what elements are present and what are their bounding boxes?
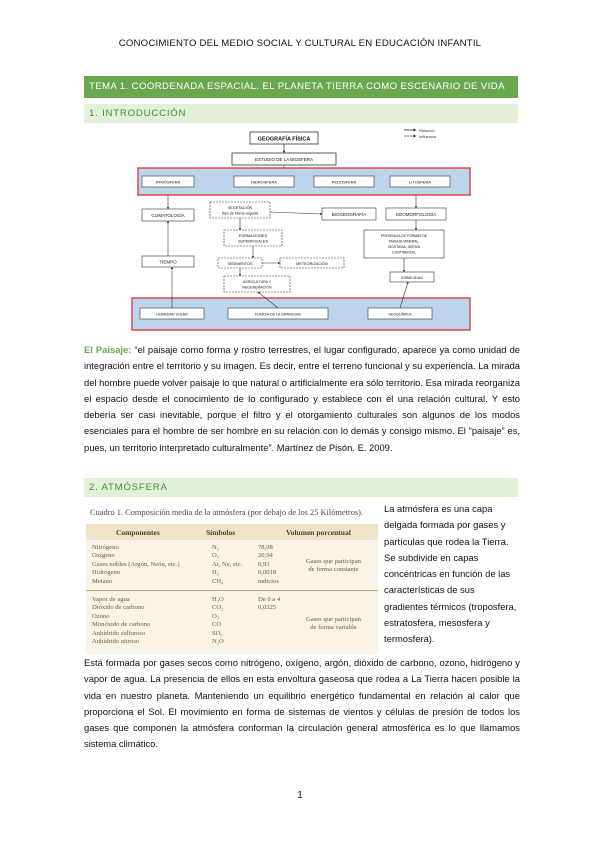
table-cell: Nitrógeno (92, 544, 119, 551)
legend-influencia: Influencia (419, 134, 437, 139)
table-cell: N₂ (212, 544, 220, 551)
page-header: CONOCIMIENTO DEL MEDIO SOCIAL Y CULTURAL EN EDUCACIÓN INFANTIL (118, 38, 482, 49)
section-heading-introduccion: 1. INTRODUCCIÓN (84, 104, 518, 123)
legend-relacion: Relación (419, 128, 435, 133)
table-cell: O₃ (212, 612, 220, 620)
table-cell: Gases nobles (Argón, Neón, etc.) (92, 560, 180, 568)
table-cell: Gases que participan (306, 616, 361, 623)
paisaje-keyword: El Paisaje: (84, 344, 132, 355)
label-formaciones: FORMACIONES (238, 234, 268, 238)
table-cell: de forma variable (310, 624, 357, 632)
label-estudio-biosfera: ESTUDIO DE LA BIOSFERA (254, 157, 314, 162)
table-header-row (86, 524, 378, 540)
table-cell: Dióxido de carbono (92, 604, 145, 612)
paisaje-paragraph (84, 342, 520, 456)
table-cell: Anhídrido sulfuroso (92, 629, 146, 637)
table-cell: CH₄ (212, 577, 224, 585)
label-litosfera: LITOSFERA (408, 179, 432, 185)
table-cell: De 0 a 4 (258, 596, 281, 603)
label-vegetacion: VEGETACIÓN (227, 206, 253, 210)
label-humedad-solar: HUMEDAD SOLAR (156, 312, 188, 317)
label-geomorfologia: GEOMORFOLOGÍA (395, 212, 437, 217)
label-sismicidad: SISMICIDAD (400, 276, 424, 280)
table-cell: H₂ (212, 569, 220, 577)
table-cell: Metano (92, 577, 113, 585)
topic-title: TEMA 1. COORDENADA ESPACIAL. EL PLANETA TIERRA COMO ESCENARIO DE VIDA (84, 76, 518, 98)
table-cell: Ar, Ne, etc. (212, 560, 243, 568)
table-cell: 0,0018 (258, 569, 277, 577)
geografia-fisica-diagram (128, 126, 474, 336)
node-formaciones (224, 230, 282, 246)
label-biogeografia: BIOGEOGRAFÍA (331, 212, 367, 217)
label-climatologia: CLIMATOLOGÍA (151, 213, 185, 218)
label-sedimentos: SEDIMENTOS (227, 262, 253, 266)
paisaje-text: “el paisaje como forma y rostro terrestres, el lugar configurado, aparece ya como unidad de integración entre el territorio y su imagen. Es decir, entre el terreno funcional y su experiencia. La mirada del hombre puede volver paisaje lo que natural o artificialmente era sólo territorio. Esa mirada reorganiza el espacio desde el conocimiento de lo configurado y establece con él una relación cultural. Y esto debería ser casi inevitable, porque el filtro y el otorgamiento culturales son algunos de los modos esenciales para el hombre de ser hombre en su relación con lo demás y consigo mismo. El “paisaje” es, pues, un territorio interpretado culturalmente”. Martínez de Pisón. E. 2009. (84, 344, 521, 453)
table-cell: O₂ (212, 552, 220, 560)
table-cell: CO₂ (212, 604, 224, 612)
table-cell: Vapor de agua (92, 596, 130, 603)
table-cell: Gases que participan (306, 558, 361, 565)
table-cell: Oxígeno (92, 552, 115, 560)
header-simbolos: Símbolos (206, 528, 236, 537)
table-cell: 78,08 (258, 544, 273, 551)
page-number: 1 (297, 790, 303, 801)
constant-components (92, 544, 180, 586)
label-vegetacion-sub: (tipo de bioma vegetal) (221, 211, 259, 216)
label-formaciones-sub: SUPERFICIALES (238, 239, 268, 244)
node-vegetacion (210, 202, 270, 218)
table-divider (86, 590, 378, 591)
table-cell: Ozono (92, 612, 110, 620)
variable-symbols (212, 596, 224, 646)
table-cell: N₂O (212, 638, 224, 646)
label-atmosfera: ATMÓSFERA (155, 179, 181, 185)
constant-symbols (212, 544, 242, 586)
table-cell: SO₂ (212, 629, 223, 637)
label-hidrosfera: HIDROSFERA (250, 179, 278, 185)
section-heading-atmosfera: 2. ATMÓSFERA (84, 478, 518, 497)
label-paisaje-1: PRESENCIA DE FORMAS DE (380, 234, 428, 238)
table-cell: Monóxido de carbono (92, 621, 151, 629)
atmosfera-side-text: La atmósfera es una capa delgada formada por gases y partículas que rodea la Tierra. Se subdivide en capas concéntricas en función de las características de sus gradientes térmicos (troposfera, estratosfera, mesosfera y termosfera). (384, 503, 517, 645)
label-geografia-fisica: GEOGRAFÍA FÍSICA (257, 136, 311, 143)
label-meteorizacion: METEORIZACIÓN (296, 262, 328, 266)
label-paisaje-4: CONTINENTAL (392, 250, 416, 255)
variable-values (258, 596, 280, 613)
table-cell: Hidrógeno (92, 569, 121, 577)
variable-components (92, 596, 150, 646)
label-paisaje-2: PAISAJE MINERAL, (388, 239, 420, 244)
table-cell: Anhídrido nitroso (92, 638, 140, 646)
constant-values (258, 544, 279, 586)
label-fuerza-gravedad: FUERZA DE LA GRAVEDAD (254, 312, 302, 317)
table-cell: indicios (258, 577, 279, 585)
table-cell: CO (212, 621, 222, 629)
table-cell: de forma constante (308, 566, 359, 574)
table-cell: H₂O (212, 596, 224, 603)
table-cell: 20,94 (258, 552, 273, 560)
table-cell: 0,93 (258, 560, 270, 568)
table-cell: 0,0325 (258, 604, 277, 612)
atmosphere-composition-table (86, 500, 378, 654)
header-componentes: Componentes (116, 528, 160, 537)
node-agricultura (224, 276, 290, 292)
constant-note (306, 558, 361, 575)
header-volumen: Volumen porcentual (286, 528, 351, 537)
label-agricultura: AGRICULTURA Y (242, 280, 272, 284)
label-tiempo: TIEMPO (159, 259, 177, 265)
label-agricultura-sub: REGENERACIÓN (242, 285, 272, 290)
label-pedosfera: PEDOSFERA (331, 179, 357, 185)
label-geoquimica: GEOQUÍMICA (388, 312, 412, 317)
variable-note (306, 616, 361, 633)
label-paisaje-3: ISOSTASIA, DERIVA (388, 245, 420, 249)
atmosfera-paragraph: Está formada por gases secos como nitrógeno, oxígeno, argón, dióxido de carbono, ozono, hidrógeno y vapor de agua. La presencia de ellos en esta envoltura gaseosa que rodea a La Tierra hacen posible la vida en nuestro planeta. Manteniendo un equilibrio energético fundamental en relación al calor que proporciona el Sol. El movimiento en forma de sistemas de vientos y células de presión de todos los gases que componen la atmósfera conforman la circulación general atmosférica es lo que llamamos sistema climático. (84, 657, 520, 750)
table-caption: Cuadro 1. Composición media de la atmósfera (por debajo de los 25 Kilómetros). (90, 508, 364, 517)
